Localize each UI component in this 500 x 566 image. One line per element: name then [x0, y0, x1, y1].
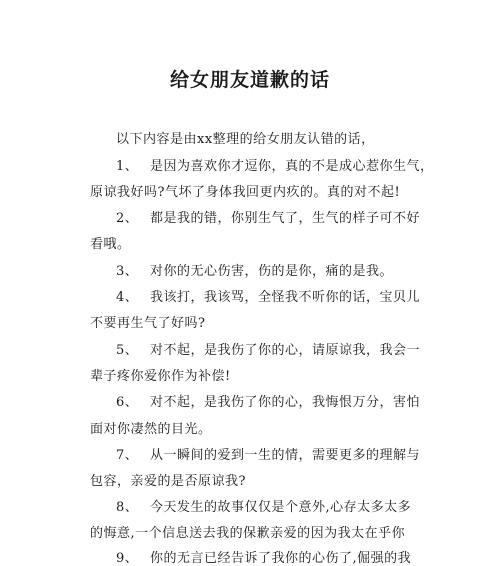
list-item-8-cont: 的悔意,一个信息送去我的保歉亲爱的因为我太在乎你: [90, 526, 406, 541]
item-text: 从一瞬间的爱到一生的情，需要更多的理解与: [150, 448, 421, 463]
list-item-4-cont: 不要再生气了好吗?: [90, 316, 206, 331]
item-text: 对不起，是我伤了你的心，我悔恨万分，害怕: [150, 395, 421, 410]
item-text: 今天发生的故事仅仅是个意外,心存太多太多: [150, 500, 412, 515]
list-item-7: [116, 447, 420, 465]
item-number: 8、: [116, 500, 139, 515]
document-title: 给女朋友道歉的话: [169, 69, 330, 91]
item-text: 对你的无心伤害，伤的是你，痛的是我。: [150, 264, 394, 279]
list-item-7-cont: 包容，亲爱的是否原谅我?: [90, 474, 246, 489]
item-text: 对不起，是我伤了你的心，请原谅我，我会一: [150, 343, 421, 358]
list-item-1-cont: 原谅我好吗?气坏了身体我回更内疚的。真的对不起!: [90, 185, 401, 200]
intro-line: 以下内容是由xx整理的给女朋友认错的话，: [116, 132, 375, 147]
item-number: 1、: [116, 159, 139, 174]
item-number: 6、: [116, 395, 139, 410]
item-number: 4、: [116, 290, 139, 305]
list-item-8: [116, 499, 411, 517]
item-text: 我该打，我该骂，全怪我不听你的话，宝贝儿: [150, 290, 421, 305]
item-text: 你的无言已经告诉了我你的心伤了,倔强的我: [150, 551, 412, 566]
item-number: 9、: [116, 551, 139, 566]
list-item-9: [116, 550, 411, 566]
item-text: 是因为喜欢你才逗你，真的不是成心惹你生气，: [150, 159, 434, 174]
item-number: 7、: [116, 448, 139, 463]
item-number: 3、: [116, 264, 139, 279]
list-item-1: [116, 158, 434, 176]
list-item-2: [116, 210, 420, 228]
list-item-3: [116, 263, 393, 281]
list-item-5-cont: 辈子疼你爱你作为补偿!: [90, 369, 231, 384]
list-item-6-cont: 面对你凄然的目光。: [90, 422, 212, 437]
list-item-6: [116, 394, 420, 412]
item-text: 都是我的错，你别生气了，生气的样子可不好: [150, 211, 421, 226]
list-item-2-cont: 看哦。: [90, 237, 131, 252]
list-item-4: [116, 289, 420, 307]
list-item-5: [116, 342, 420, 360]
item-number: 2、: [116, 211, 139, 226]
item-number: 5、: [116, 343, 139, 358]
